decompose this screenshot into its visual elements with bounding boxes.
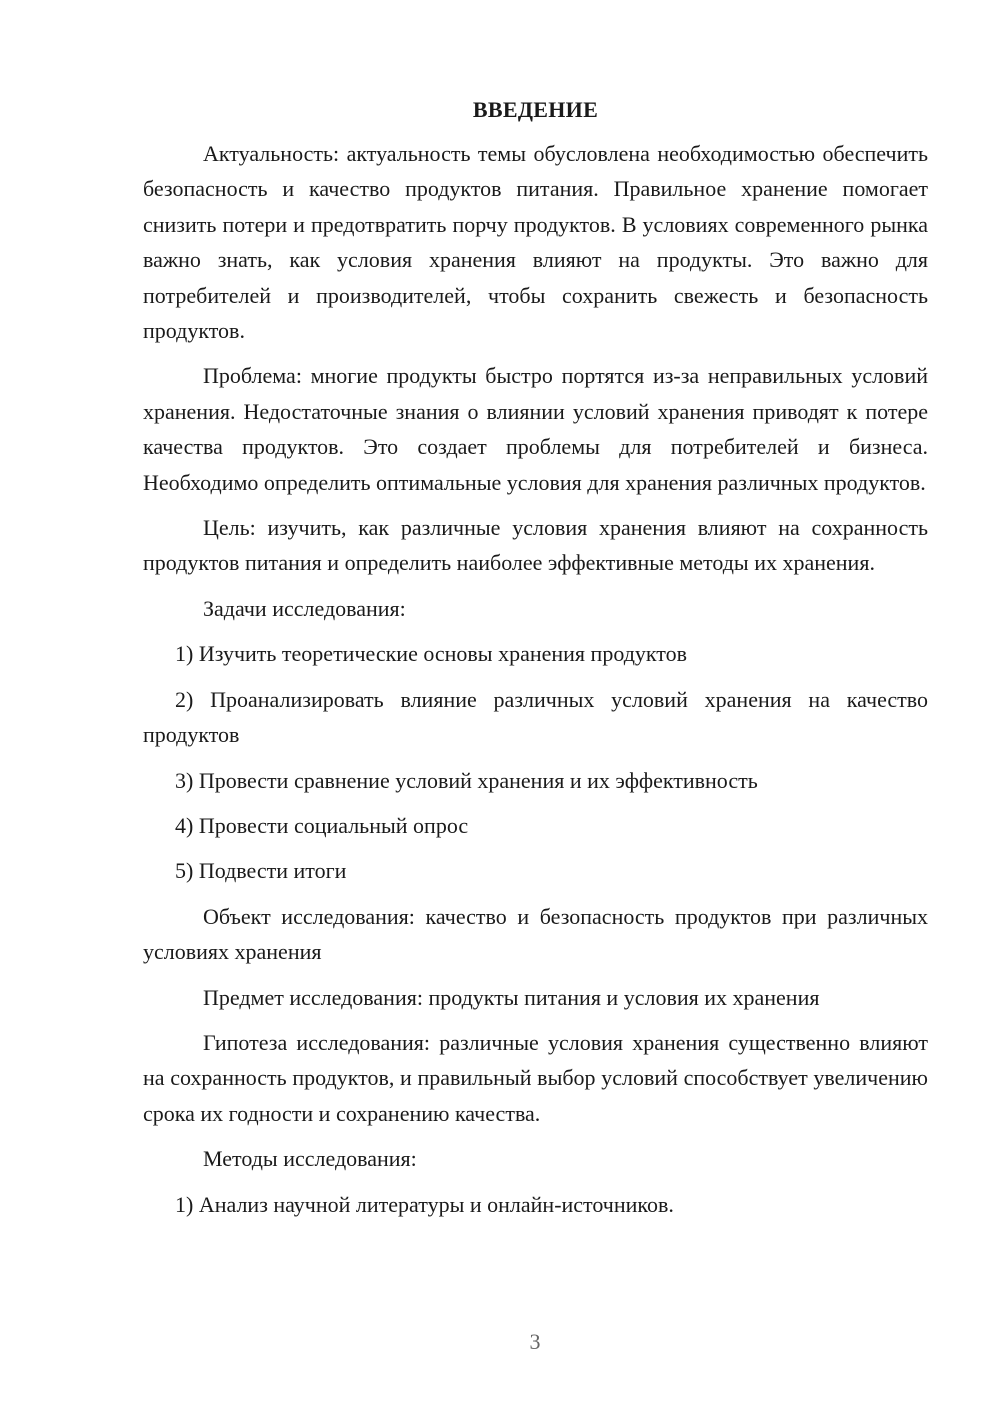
- section-title: ВВЕДЕНИЕ: [472, 97, 599, 122]
- paragraph-subject: Предмет исследования: продукты питания и условия их хранения: [203, 984, 820, 1010]
- paragraph-relevance: Актуальность: актуальность темы обусловлена необходимостью обеспечить безопасность и качество продуктов питания. Правильное хранение помогает снизить потери и предотвратить порчу продуктов. В условиях современного рынка важно знать, как условия хранения влияют на продукты. Это важно для потребителей и производителей, чтобы сохранить свежесть и безопасность продуктов.: [143, 141, 928, 344]
- page-content: [143, 92, 928, 1232]
- paragraph-goal: Цель: изучить, как различные условия хранения влияют на сохранность продуктов питания и определить наиболее эффективные методы их хранения.: [143, 515, 928, 576]
- task-item: 3) Провести сравнение условий хранения и их эффективность: [175, 767, 758, 793]
- task-item: 2) Проанализировать влияние различных условий хранения на качество продуктов: [143, 686, 928, 748]
- paragraph-object: Объект исследования: качество и безопасность продуктов при различных условиях хранения: [143, 903, 928, 965]
- paragraph-tasks-heading: Задачи исследования:: [203, 595, 406, 621]
- paragraph-problem: Проблема: многие продукты быстро портятся из-за неправильных условий хранения. Недостаточные знания о влиянии условий хранения приводят к потере качества продуктов. Это создает проблемы для потребителей и бизнеса. Необходимо определить оптимальные условия для хранения различных продуктов.: [143, 363, 928, 495]
- task-item: 4) Провести социальный опрос: [175, 812, 469, 838]
- method-item: 1) Анализ научной литературы и онлайн-источников.: [175, 1191, 674, 1217]
- paragraph-methods-heading: Методы исследования:: [203, 1146, 417, 1172]
- paragraph-hypothesis: Гипотеза исследования: различные условия хранения существенно влияют на сохранность продуктов, и правильный выбор условий способствует увеличению срока их годности и сохранению качества.: [143, 1029, 928, 1126]
- task-item: 1) Изучить теоретические основы хранения продуктов: [175, 641, 687, 667]
- task-item: 5) Подвести итоги: [175, 858, 347, 884]
- page-number: 3: [529, 1329, 541, 1354]
